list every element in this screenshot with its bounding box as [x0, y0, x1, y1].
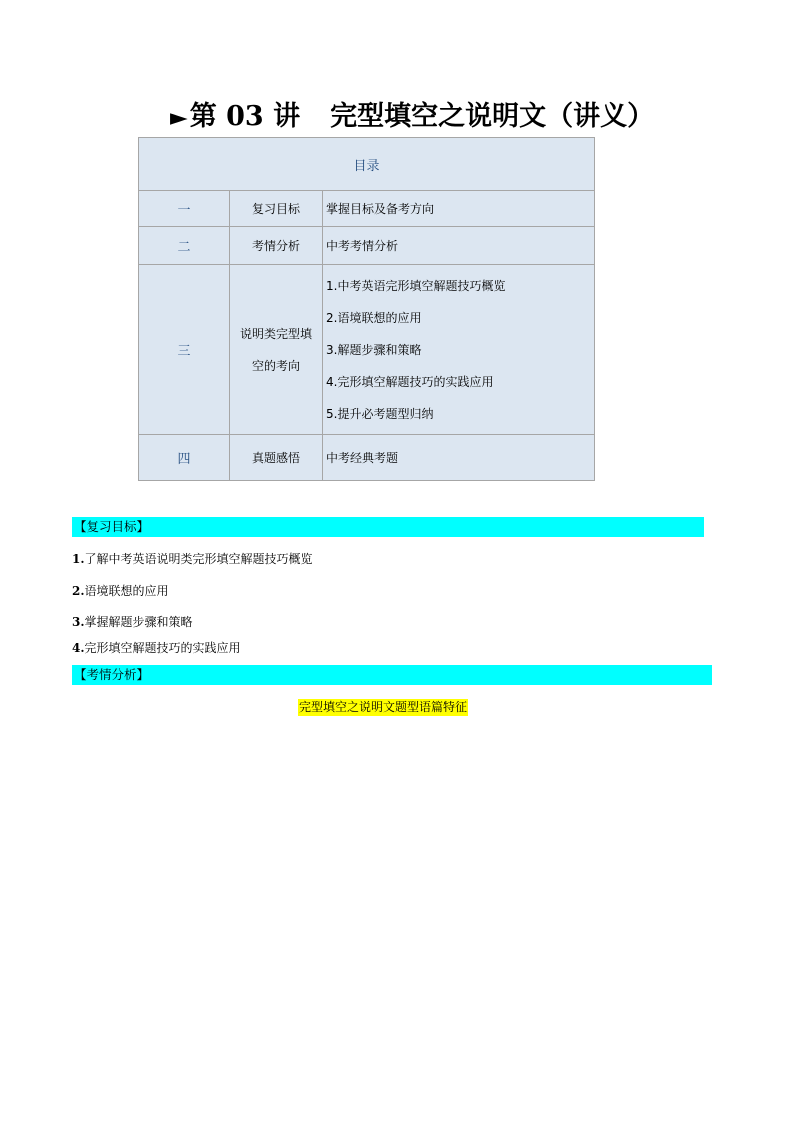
toc-row: [139, 227, 595, 265]
page-title: [170, 98, 690, 136]
goal-item: 1.了解中考英语说明类完形填空解题技巧概览: [72, 552, 313, 566]
toc-row-detail: 中考考情分析: [323, 227, 595, 265]
toc-row-category: [230, 265, 323, 435]
toc-row-detail: 掌握目标及备考方向: [323, 191, 595, 227]
toc-row-category: 考情分析: [230, 227, 323, 265]
toc-detail-item: 4.完形填空解题技巧的实践应用: [326, 374, 494, 389]
toc-row-category: 复习目标: [230, 191, 323, 227]
toc-category-line: 说明类完型填: [239, 326, 312, 341]
goal-item: 4.完形填空解题技巧的实践应用: [72, 641, 241, 655]
goal-item: 3.掌握解题步骤和策略: [72, 615, 193, 629]
table-of-contents: [138, 137, 595, 481]
toc-detail-item: 2.语境联想的应用: [326, 310, 422, 325]
toc-row-number: 三: [139, 265, 230, 435]
toc-detail-item: 5.提升必考题型归纳: [326, 406, 434, 421]
toc-header: 目录: [139, 138, 595, 191]
toc-row: [139, 265, 595, 435]
toc-row-category: 真题感悟: [230, 435, 323, 481]
lecture-topic: 完型填空之说明文（讲义）: [330, 101, 655, 132]
highlighted-subtitle: 完型填空之说明文题型语篇特征: [299, 700, 468, 714]
toc-category-line: 空的考向: [251, 358, 300, 373]
review-goals-heading: 【复习目标】: [72, 517, 704, 537]
toc-row-number: 一: [139, 191, 230, 227]
arrow-icon: ►: [170, 104, 188, 131]
lecture-number: 第 03 讲: [189, 101, 301, 132]
toc-detail-item: 1.中考英语完形填空解题技巧概览: [326, 278, 506, 293]
toc-row: [139, 435, 595, 481]
toc-row-number: 二: [139, 227, 230, 265]
toc-detail-item: 3.解题步骤和策略: [326, 342, 422, 357]
toc-row: [139, 191, 595, 227]
exam-analysis-heading: 【考情分析】: [72, 665, 712, 685]
toc-row-detail: 中考经典考题: [323, 435, 595, 481]
toc-row-detail: [323, 265, 595, 435]
goal-item: 2.语境联想的应用: [72, 584, 169, 598]
toc-row-number: 四: [139, 435, 230, 481]
